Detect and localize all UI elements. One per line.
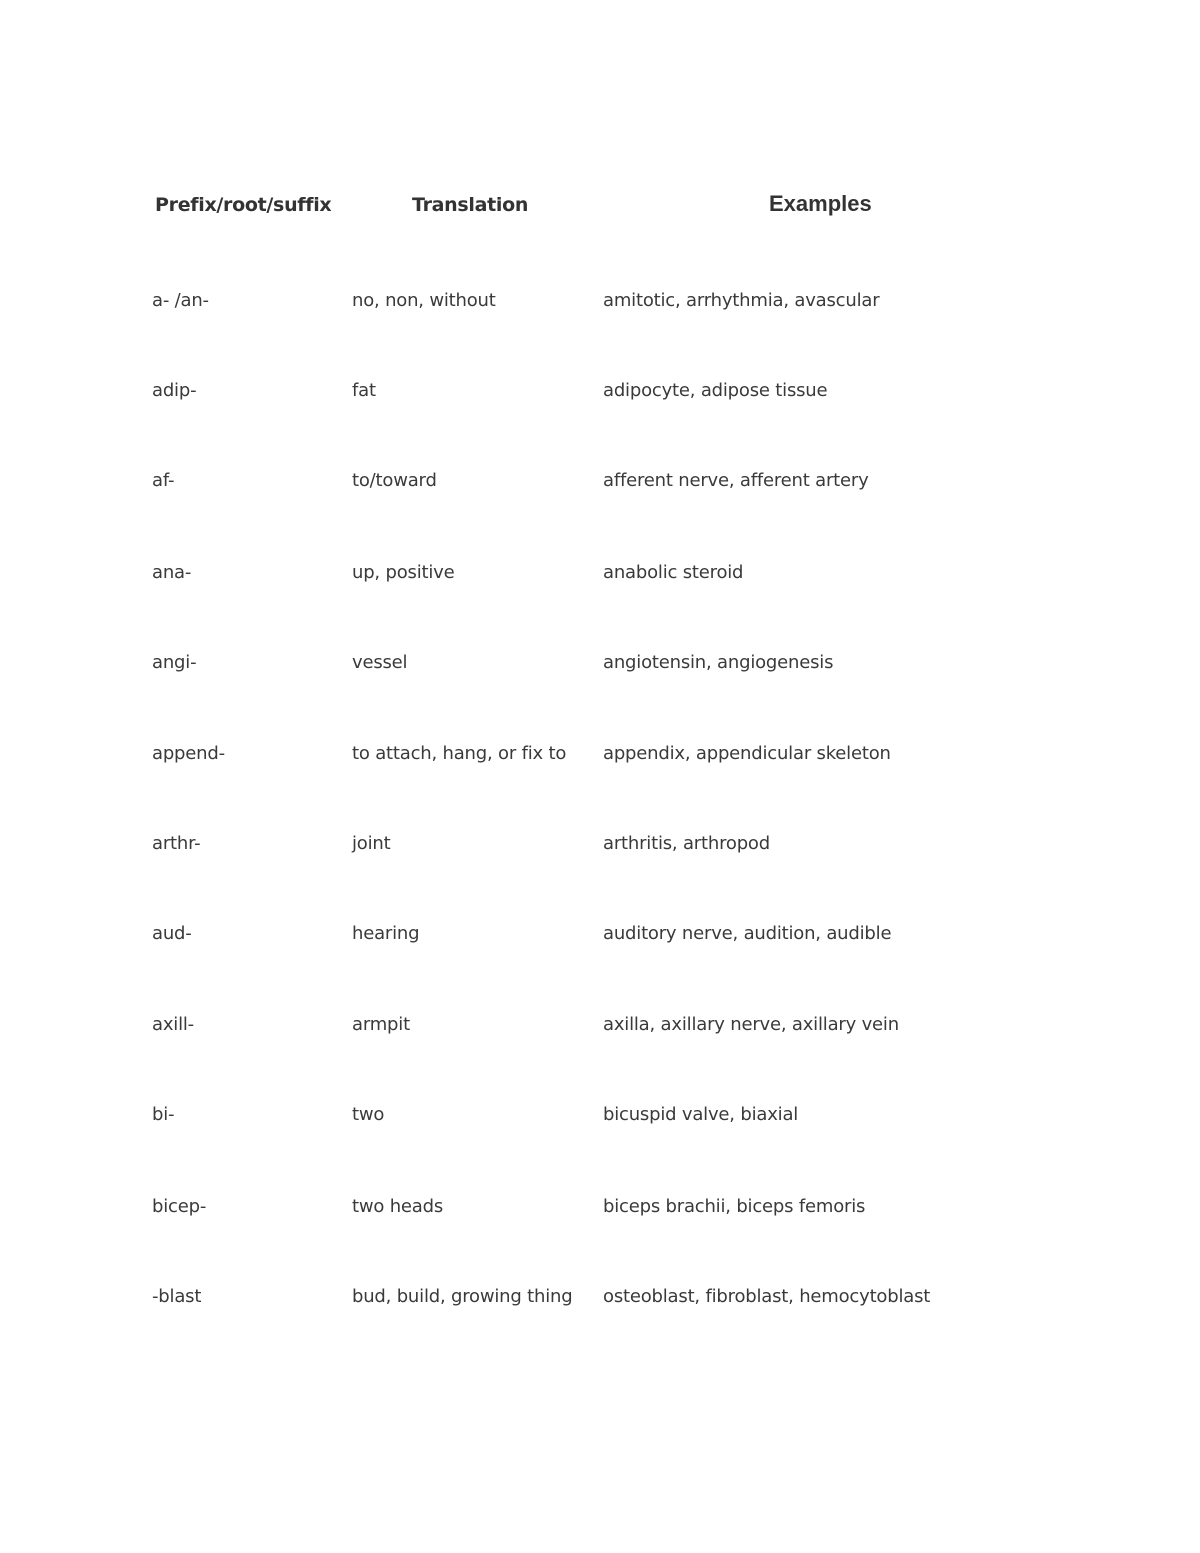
translation-cell: up, positive — [352, 562, 455, 583]
prefix-cell: angi- — [152, 652, 197, 673]
examples-cell: anabolic steroid — [603, 562, 744, 583]
prefix-cell: bi- — [152, 1104, 175, 1125]
prefix-cell: append- — [152, 743, 225, 764]
table-row — [0, 743, 1200, 773]
translation-cell: fat — [352, 380, 376, 401]
prefix-cell: -blast — [152, 1286, 202, 1307]
header-prefix: Prefix/root/suffix — [155, 194, 332, 216]
translation-cell: to attach, hang, or fix to — [352, 743, 567, 764]
prefix-cell: axill- — [152, 1014, 194, 1035]
translation-cell: armpit — [352, 1014, 410, 1035]
table-row — [0, 380, 1200, 410]
table-row — [0, 562, 1200, 592]
header-examples: Examples — [769, 191, 872, 216]
table-row — [0, 470, 1200, 500]
translation-cell: no, non, without — [352, 290, 496, 311]
table-row — [0, 1196, 1200, 1226]
prefix-cell: a- /an- — [152, 290, 209, 311]
table-row — [0, 1014, 1200, 1044]
prefix-cell: ana- — [152, 562, 192, 583]
table-row — [0, 1286, 1200, 1316]
examples-cell: osteoblast, fibroblast, hemocytoblast — [603, 1286, 931, 1307]
examples-cell: afferent nerve, afferent artery — [603, 470, 869, 491]
examples-cell: biceps brachii, biceps femoris — [603, 1196, 866, 1217]
translation-cell: bud, build, growing thing — [352, 1286, 573, 1307]
prefix-cell: af- — [152, 470, 175, 491]
examples-cell: bicuspid valve, biaxial — [603, 1104, 799, 1125]
examples-cell: axilla, axillary nerve, axillary vein — [603, 1014, 899, 1035]
table-row — [0, 290, 1200, 320]
table-row — [0, 652, 1200, 682]
table-row — [0, 923, 1200, 953]
translation-cell: vessel — [352, 652, 408, 673]
translation-cell: two heads — [352, 1196, 444, 1217]
examples-cell: adipocyte, adipose tissue — [603, 380, 828, 401]
translation-cell: two — [352, 1104, 385, 1125]
table-row — [0, 1104, 1200, 1134]
prefix-cell: arthr- — [152, 833, 201, 854]
prefix-cell: aud- — [152, 923, 192, 944]
prefix-cell: adip- — [152, 380, 197, 401]
header-translation: Translation — [412, 194, 529, 216]
examples-cell: amitotic, arrhythmia, avascular — [603, 290, 880, 311]
table-row — [0, 833, 1200, 863]
translation-cell: hearing — [352, 923, 420, 944]
examples-cell: arthritis, arthropod — [603, 833, 770, 854]
prefix-cell: bicep- — [152, 1196, 207, 1217]
translation-cell: to/toward — [352, 470, 437, 491]
examples-cell: appendix, appendicular skeleton — [603, 743, 891, 764]
examples-cell: auditory nerve, audition, audible — [603, 923, 892, 944]
examples-cell: angiotensin, angiogenesis — [603, 652, 834, 673]
translation-cell: joint — [352, 833, 391, 854]
